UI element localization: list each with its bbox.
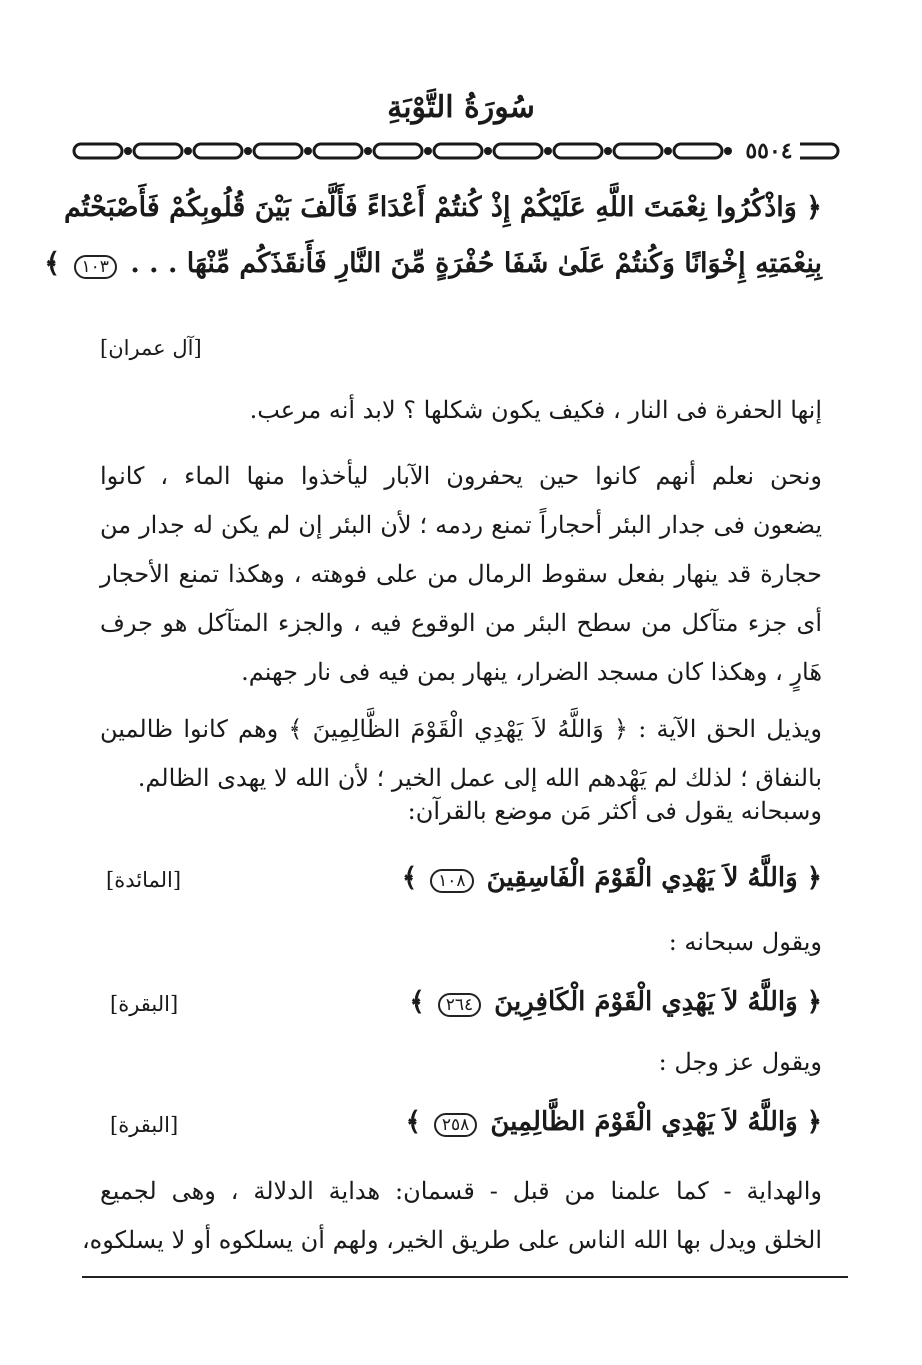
quran-quote	[402, 860, 822, 899]
verse-line: ﴿ وَاذْكُرُوا نِعْمَتَ اللَّهِ عَلَيْكُمْ إِذْ كُنتُمْ أَعْدَاءً فَأَلَّفَ بَيْنَ قُلُوبِكُمْ فَأَصْبَحْتُم	[63, 192, 822, 223]
paragraph-line: ويذيل الحق الآية : ﴿ وَاللَّهُ لاَ يَهْدِي الْقَوْمَ الظَّالِمِينَ ﴾ وهم كانوا ظالمين	[100, 715, 822, 743]
paragraph-line: أى جزء متآكل من سطح البئر من الوقوع فيه ، والجزء المتآكل هو جرف	[100, 609, 822, 637]
paragraph-line: بالنفاق ؛ لذلك لم يَهْدهم الله إلى عمل الخير ؛ لأن الله لا يهدى الظالم.	[137, 764, 822, 792]
quote-text: ﴿ وَاللَّهُ لاَ يَهْدِي الْقَوْمَ الْفَاسِقِينَ	[486, 863, 822, 893]
quote-reference: [البقرة]	[110, 1113, 179, 1137]
ayah-number-badge: ١٠٨	[430, 869, 473, 893]
quote-intro: ويقول سبحانه :	[668, 928, 822, 956]
verse-close-bracket: ﴾	[44, 248, 61, 279]
ayah-number-badge: ٢٦٤	[438, 993, 481, 1017]
header-ornament-border	[72, 138, 842, 164]
paragraph-line: حجارة قد ينهار بفعل سقوط الرمال من على فوهته ، وهكذا تمنع الأحجار	[100, 560, 822, 588]
quote-text: ﴿ وَاللَّهُ لاَ يَهْدِي الْقَوْمَ الْكَافِرِينَ	[494, 987, 822, 1017]
paragraph-line: هَارٍ ، وهكذا كان مسجد الضرار، ينهار بمن فيه فى نار جهنم.	[241, 658, 822, 686]
surah-title: سُورَةُ التَّوْبَةِ	[387, 90, 535, 125]
verse-reference: [آل عمران]	[100, 336, 202, 360]
paragraph-line: يضعون فى جدار البئر أحجاراً تمنع ردمه ؛ لأن البئر إن لم يكن له جدار من	[100, 511, 822, 539]
paragraph	[100, 452, 822, 697]
quote-close-bracket: ﴾	[405, 1107, 421, 1137]
quote-reference: [البقرة]	[110, 992, 179, 1016]
verse-text: بِنِعْمَتِهِ إِخْوَانًا وَكُنتُمْ عَلَىٰ شَفَا حُفْرَةٍ مِّنَ النَّارِ فَأَنقَذَكُم مِّنْهَا . . .	[130, 248, 822, 279]
verse-line	[44, 236, 822, 292]
quote-reference: [المائدة]	[106, 868, 182, 892]
ayah-number-badge: ٢٥٨	[434, 1113, 477, 1137]
ayah-number-badge: ١٠٣	[74, 255, 117, 279]
paragraph-line: ونحن نعلم أنهم كانوا حين يحفرون الآبار ليأخذوا منها الماء ، كانوا	[100, 462, 822, 490]
paragraph	[81, 1167, 822, 1265]
quran-quote	[406, 1104, 822, 1143]
paragraph	[100, 705, 822, 830]
page-number: ٥٥٠٤	[738, 136, 800, 166]
quote-close-bracket: ﴾	[409, 987, 425, 1017]
paragraph-line: وسبحانه يقول فى أكثر مَن موضع بالقرآن:	[407, 797, 822, 825]
quote-text: ﴿ وَاللَّهُ لاَ يَهْدِي الْقَوْمَ الظَّالِمِينَ	[490, 1107, 822, 1137]
paragraph: إنها الحفرة فى النار ، فكيف يكون شكلها ؟ لابد أنه مرعب.	[249, 396, 822, 424]
quran-quote	[409, 984, 822, 1023]
quran-verse-block	[44, 180, 822, 292]
quote-close-bracket: ﴾	[401, 863, 418, 893]
footer-rule	[82, 1276, 848, 1278]
paragraph-line: والهداية - كما علمنا من قبل - قسمان: هداية الدلالة ، وهى لجميع	[100, 1177, 822, 1205]
quote-intro: ويقول عز وجل :	[658, 1048, 822, 1076]
paragraph-line: الخلق ويدل بها الله الناس على طريق الخير، ولهم أن يسلكوه أو لا يسلكوه،	[81, 1226, 822, 1254]
